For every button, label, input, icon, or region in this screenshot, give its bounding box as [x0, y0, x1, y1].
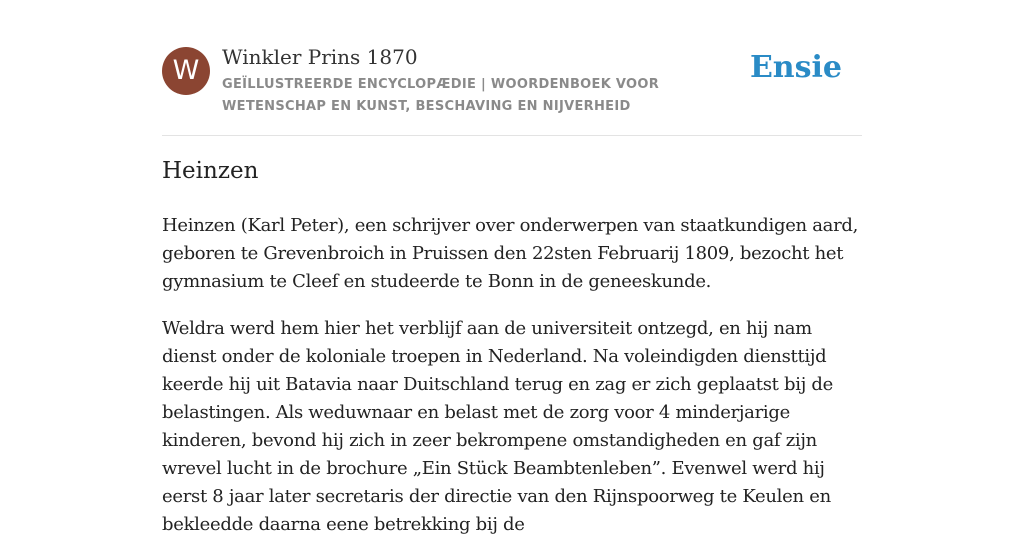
source-title[interactable]: Winkler Prins 1870 — [222, 45, 418, 69]
entry-paragraph: Heinzen (Karl Peter), een schrijver over onderwerpen van staatkundigen aard, geboren te Grevenbroich in Pruissen den 22sten Februarij 1809, bezocht het gymnasium te Cleef en studeerde te Bonn in de geneeskunde. — [162, 215, 859, 292]
source-header — [162, 44, 862, 135]
entry-body — [162, 212, 862, 558]
header-divider — [162, 135, 862, 136]
ensie-logo-link[interactable]: Ensie — [749, 50, 842, 85]
source-avatar[interactable]: W — [162, 47, 210, 95]
entry-title: Heinzen — [162, 158, 259, 184]
source-subtitle: GEÏLLUSTREERDE ENCYCLOPÆDIE | WOORDENBOEK VOOR WETENSCHAP EN KUNST, BESCHAVING EN NIJVERHEID — [222, 77, 660, 114]
entry-paragraph: Weldra werd hem hier het verblijf aan de universiteit ontzegd, en hij nam dienst onder de koloniale troepen in Nederland. Na voleindigden diensttijd keerde hij uit Batavia naar Duitschland terug en zag er zich geplaatst bij de belastingen. Als weduwnaar en belast met de zorg voor 4 minderjarige kinderen, bevond hij zich in zeer bekrompene omstandigheden en gaf zijn wrevel lucht in de brochure „Ein Stück Beambtenleben”. Evenwel werd hij eerst 8 jaar later secretaris der directie van den Rijnspoorweg te Keulen en bekleedde daarna eene betrekking bij de — [162, 318, 833, 535]
